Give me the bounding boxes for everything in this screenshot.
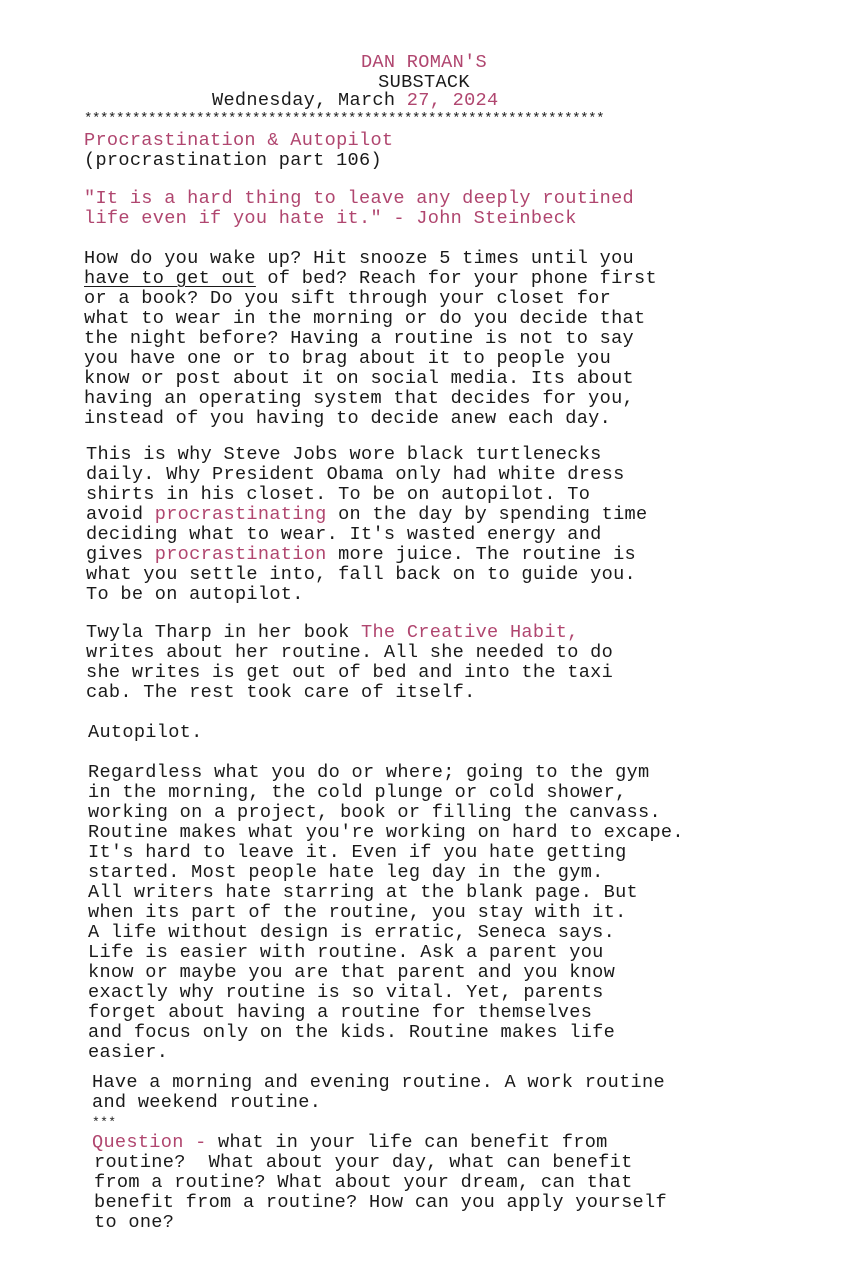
p3-line-4: cab. The rest took care of itself. [86, 682, 476, 703]
p6-line-1: Have a morning and evening routine. A work routine [92, 1072, 665, 1093]
article-subtitle: (procrastination part 106) [84, 150, 382, 171]
p1-line-2 [84, 270, 657, 289]
p5-line-9: A life without design is erratic, Seneca says. [88, 922, 616, 943]
p5-line-15: easier. [88, 1042, 169, 1063]
p2-line-1: This is why Steve Jobs wore black turtlenecks [86, 444, 602, 465]
date-prefix: Wednesday, March [212, 90, 407, 111]
procrastination-highlight: procrastination [154, 544, 327, 565]
book-title: The Creative Habit, [361, 622, 579, 643]
p5-line-8: when its part of the routine, you stay with it. [88, 902, 627, 923]
p2-line-8: To be on autopilot. [86, 584, 304, 605]
p2-line-6 [86, 546, 636, 565]
p5-line-10: Life is easier with routine. Ask a parent you [88, 942, 604, 963]
p5-line-3: working on a project, book or filling the canvass. [88, 802, 661, 823]
p6-line-2: and weekend routine. [92, 1092, 322, 1113]
question-label: Question - [92, 1132, 207, 1153]
p1-line-4: what to wear in the morning or do you decide that [84, 308, 646, 329]
p2-line-6-b: more juice. The routine is [326, 544, 636, 565]
question-line-4: benefit from a routine? How can you apply yourself [94, 1192, 667, 1213]
procrastinating-highlight: procrastinating [154, 504, 327, 525]
p1-line-8: having an operating system that decides for you, [84, 388, 634, 409]
p1-line-5: the night before? Having a routine is not to say [84, 328, 634, 349]
p1-line-6: you have one or to brag about it to people you [84, 348, 612, 369]
p1-line-1: How do you wake up? Hit snooze 5 times until you [84, 248, 634, 269]
question-line-2: routine? What about your day, what can benefit [94, 1152, 633, 1173]
p5-line-11: know or maybe you are that parent and you know [88, 962, 616, 983]
p5-line-5: It's hard to leave it. Even if you hate getting [88, 842, 627, 863]
p2-line-4-b: on the day by spending time [326, 504, 648, 525]
quote-line-2: life even if you hate it." - John Steinbeck [84, 208, 577, 229]
p5-line-14: and focus only on the kids. Routine makes life [88, 1022, 616, 1043]
publication-name: SUBSTACK [378, 72, 470, 93]
p3-line-1-a: Twyla Tharp in her book [86, 622, 361, 643]
question-line-3: from a routine? What about your dream, can that [94, 1172, 633, 1193]
p2-line-5: deciding what to wear. It's wasted energy and [86, 524, 602, 545]
p5-line-1: Regardless what you do or where; going to the gym [88, 762, 650, 783]
p2-line-2: daily. Why President Obama only had white dress [86, 464, 625, 485]
date-line [212, 92, 498, 111]
p3-line-1 [86, 624, 579, 643]
p3-line-2: writes about her routine. All she needed to do [86, 642, 614, 663]
author-name: DAN ROMAN'S [360, 52, 488, 73]
question-line-1-rest: what in your life can benefit from [206, 1132, 608, 1153]
p2-line-4-a: avoid [86, 504, 155, 525]
p5-line-4: Routine makes what you're working on hard to excape. [88, 822, 684, 843]
p1-line-9: instead of you having to decide anew each day. [84, 408, 612, 429]
p4-line: Autopilot. [88, 722, 203, 743]
p5-line-6: started. Most people hate leg day in the gym. [88, 862, 604, 883]
p5-line-13: forget about having a routine for themselves [88, 1002, 593, 1023]
p3-line-3: she writes is get out of bed and into the taxi [86, 662, 614, 683]
p2-line-4 [86, 506, 647, 525]
p2-line-3: shirts in his closet. To be on autopilot. To [86, 484, 591, 505]
date-value: 27, 2024 [406, 90, 499, 111]
p1-line-3: or a book? Do you sift through your closet for [84, 288, 612, 309]
p2-line-7: what you settle into, fall back on to guide you. [86, 564, 636, 585]
p5-line-2: in the morning, the cold plunge or cold shower, [88, 782, 627, 803]
underlined-phrase: have to get out [84, 268, 256, 289]
article-title: Procrastination & Autopilot [84, 130, 394, 151]
p1-line-2-rest: of bed? Reach for your phone first [255, 268, 657, 289]
question-line-5: to one? [94, 1212, 175, 1233]
question-line-1 [92, 1134, 608, 1153]
p5-line-7: All writers hate starring at the blank page. But [88, 882, 638, 903]
quote-line-1: "It is a hard thing to leave any deeply routined [84, 188, 634, 209]
p5-line-12: exactly why routine is so vital. Yet, parents [88, 982, 604, 1003]
p1-line-7: know or post about it on social media. Its about [84, 368, 634, 389]
header-divider: ***************************************************************** [84, 111, 605, 127]
section-separator: *** [92, 1115, 117, 1130]
p2-line-6-a: gives [86, 544, 155, 565]
